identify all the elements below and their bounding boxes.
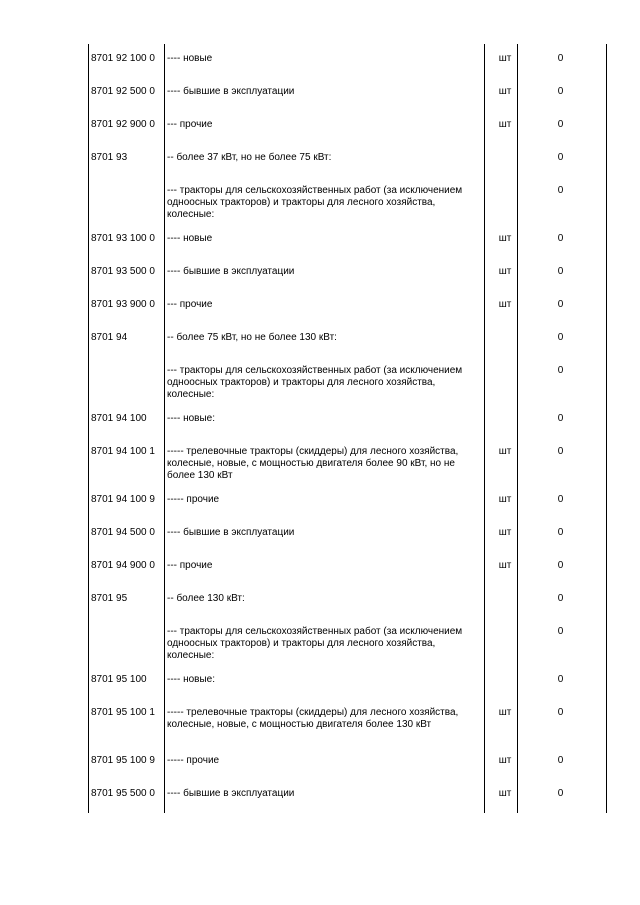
- tnved-code-cell: 8701 94 100 9: [91, 494, 155, 505]
- tnved-code-cell: 8701 95 100 9: [91, 755, 155, 766]
- tnved-code-cell: 8701 95: [91, 593, 128, 604]
- table-row: [88, 44, 607, 77]
- table-row: [88, 617, 607, 665]
- table-row: [88, 110, 607, 143]
- table-row: [88, 518, 607, 551]
- unit-cell: шт: [498, 266, 512, 277]
- duty-value-cell: 0: [557, 674, 564, 685]
- duty-value-cell: 0: [557, 185, 564, 196]
- duty-value-cell: 0: [557, 527, 564, 538]
- table-row: [88, 290, 607, 323]
- table-row: [88, 323, 607, 356]
- duty-value-cell: 0: [557, 755, 564, 766]
- tnved-code-cell: 8701 92 900 0: [91, 119, 155, 130]
- description-cell: ---- новые:: [167, 674, 216, 685]
- duty-value-cell: 0: [557, 593, 564, 604]
- duty-value-cell: 0: [557, 86, 564, 97]
- unit-cell: шт: [498, 560, 512, 571]
- table-row: [88, 224, 607, 257]
- description-cell: --- тракторы для сельскохозяйственных работ (за исключением одноосных тракторов) и тракторы для лесного хозяйства, колесные:: [167, 185, 463, 220]
- table-row: [88, 176, 607, 224]
- tnved-code-cell: 8701 93 900 0: [91, 299, 155, 310]
- unit-cell: шт: [498, 53, 512, 64]
- unit-cell: шт: [498, 299, 512, 310]
- description-cell: ----- трелевочные тракторы (скиддеры) для лесного хозяйства, колесные, новые, с мощностью двигателя более 90 кВт, но не более 130 кВт: [167, 446, 459, 481]
- description-cell: ---- новые:: [167, 413, 216, 424]
- tnved-code-cell: 8701 92 500 0: [91, 86, 155, 97]
- unit-cell: шт: [498, 233, 512, 244]
- description-cell: ----- прочие: [167, 494, 220, 505]
- table-row: [88, 665, 607, 698]
- duty-value-cell: 0: [557, 53, 564, 64]
- tnved-code-cell: 8701 92 100 0: [91, 53, 155, 64]
- duty-value-cell: 0: [557, 119, 564, 130]
- description-cell: --- тракторы для сельскохозяйственных работ (за исключением одноосных тракторов) и тракторы для лесного хозяйства, колесные:: [167, 626, 463, 661]
- description-cell: --- прочие: [167, 119, 213, 130]
- description-cell: ---- бывшие в эксплуатации: [167, 266, 295, 277]
- table-row: [88, 779, 607, 812]
- unit-cell: шт: [498, 119, 512, 130]
- unit-cell: шт: [498, 788, 512, 799]
- tnved-code-cell: 8701 93 100 0: [91, 233, 155, 244]
- table-row: [88, 356, 607, 404]
- table-row: [88, 77, 607, 110]
- table-row: [88, 551, 607, 584]
- table-row: [88, 584, 607, 617]
- tnved-code-cell: 8701 94: [91, 332, 128, 343]
- description-cell: ---- бывшие в эксплуатации: [167, 788, 295, 799]
- tnved-code-cell: 8701 93 500 0: [91, 266, 155, 277]
- duty-value-cell: 0: [557, 788, 564, 799]
- duty-value-cell: 0: [557, 560, 564, 571]
- description-cell: --- прочие: [167, 560, 213, 571]
- table-row: [88, 485, 607, 518]
- table-row: [88, 746, 607, 779]
- unit-cell: шт: [498, 707, 512, 718]
- description-cell: --- прочие: [167, 299, 213, 310]
- unit-cell: шт: [498, 527, 512, 538]
- duty-value-cell: 0: [557, 332, 564, 343]
- tariff-table: [88, 44, 607, 812]
- unit-cell: шт: [498, 755, 512, 766]
- description-cell: ---- новые: [167, 53, 213, 64]
- tnved-code-cell: 8701 94 900 0: [91, 560, 155, 571]
- tnved-code-cell: 8701 94 100: [91, 413, 147, 424]
- duty-value-cell: 0: [557, 626, 564, 637]
- duty-value-cell: 0: [557, 299, 564, 310]
- table-row: [88, 143, 607, 176]
- duty-value-cell: 0: [557, 494, 564, 505]
- tnved-code-cell: 8701 94 500 0: [91, 527, 155, 538]
- description-cell: ---- новые: [167, 233, 213, 244]
- description-cell: -- более 37 кВт, но не более 75 кВт:: [167, 152, 332, 163]
- table-row: [88, 257, 607, 290]
- description-cell: ----- трелевочные тракторы (скиддеры) для лесного хозяйства, колесные, новые, с мощностью двигателя более 130 кВт: [167, 707, 459, 730]
- description-cell: ---- бывшие в эксплуатации: [167, 527, 295, 538]
- description-cell: ---- бывшие в эксплуатации: [167, 86, 295, 97]
- tnved-code-cell: 8701 95 100: [91, 674, 147, 685]
- unit-cell: шт: [498, 494, 512, 505]
- table-row: [88, 437, 607, 485]
- duty-value-cell: 0: [557, 152, 564, 163]
- table-row: [88, 698, 607, 746]
- duty-value-cell: 0: [557, 707, 564, 718]
- tnved-code-cell: 8701 95 100 1: [91, 707, 155, 718]
- description-cell: ----- прочие: [167, 755, 220, 766]
- tnved-code-cell: 8701 94 100 1: [91, 446, 155, 457]
- duty-value-cell: 0: [557, 266, 564, 277]
- description-cell: -- более 75 кВт, но не более 130 кВт:: [167, 332, 337, 343]
- duty-value-cell: 0: [557, 233, 564, 244]
- tnved-code-cell: 8701 95 500 0: [91, 788, 155, 799]
- unit-cell: шт: [498, 86, 512, 97]
- duty-value-cell: 0: [557, 446, 564, 457]
- unit-cell: шт: [498, 446, 512, 457]
- description-cell: -- более 130 кВт:: [167, 593, 245, 604]
- duty-value-cell: 0: [557, 365, 564, 376]
- duty-value-cell: 0: [557, 413, 564, 424]
- tnved-code-cell: 8701 93: [91, 152, 128, 163]
- description-cell: --- тракторы для сельскохозяйственных работ (за исключением одноосных тракторов) и тракторы для лесного хозяйства, колесные:: [167, 365, 463, 400]
- table-row: [88, 404, 607, 437]
